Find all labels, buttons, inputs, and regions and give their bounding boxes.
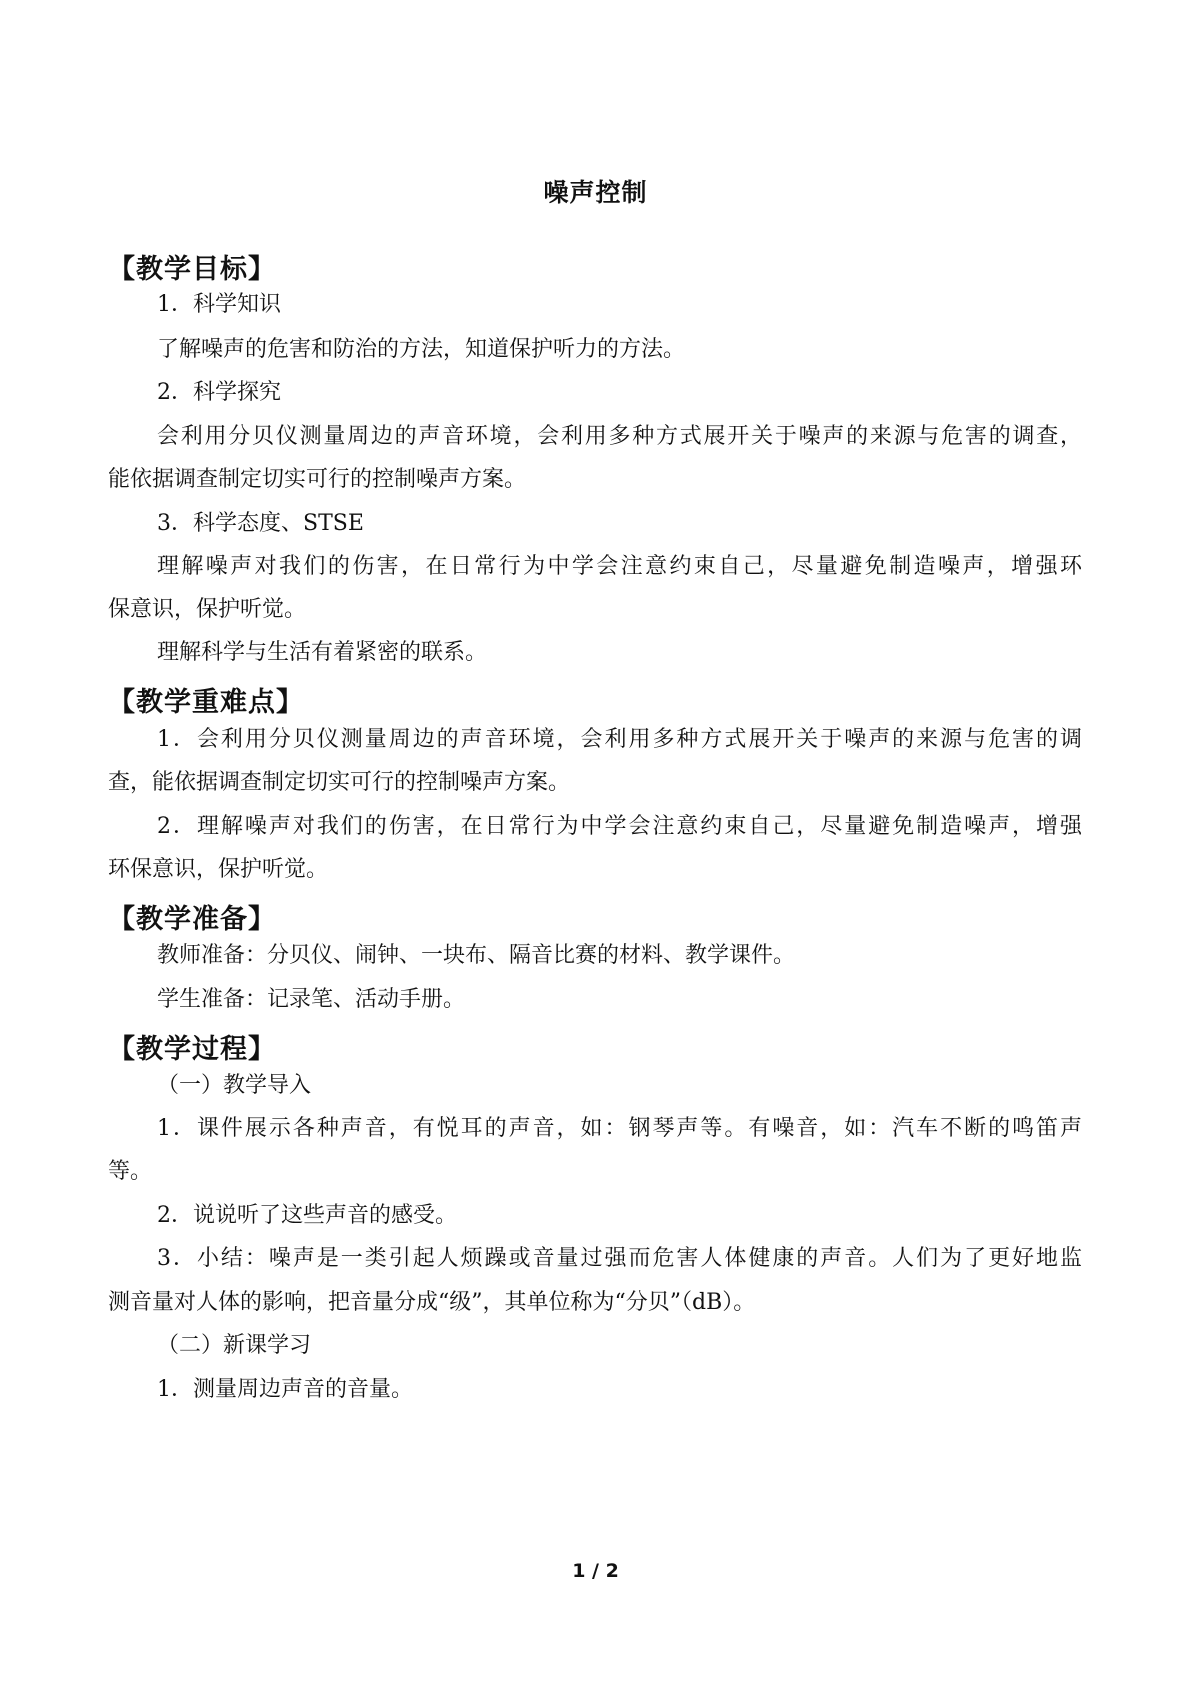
inquiry-text-line-1: 会利用分贝仪测量周边的声音环境，会利用多种方式展开关于噪声的来源与危害的调查，	[157, 424, 1082, 449]
attitude-text-line-2: 保意识，保护听觉。	[108, 597, 307, 622]
teacher-preparation: 教师准备：分贝仪、闹钟、一块布、隔音比赛的材料、教学课件。	[157, 943, 796, 968]
key-point-1-line-2: 查，能依据调查制定切实可行的控制噪声方案。	[108, 770, 571, 795]
key-point-2-line-2: 环保意识，保护听觉。	[108, 857, 329, 882]
intro-step-3-line-1: 3．小结：噪声是一类引起人烦躁或音量过强而危害人体健康的声音。人们为了更好地监	[157, 1246, 1082, 1271]
student-preparation: 学生准备：记录笔、活动手册。	[157, 987, 466, 1012]
attitude-label: 3．科学态度、STSE	[157, 511, 364, 536]
section-intro-label: （一）教学导入	[157, 1073, 312, 1098]
key-point-1-line-1: 1．会利用分贝仪测量周边的声音环境，会利用多种方式展开关于噪声的来源与危害的调	[157, 727, 1082, 752]
heading-key-points: 【教学重难点】	[108, 687, 304, 718]
intro-step-1-line-2: 等。	[108, 1159, 153, 1184]
section-new-lesson-label: （二）新课学习	[157, 1333, 312, 1358]
key-point-2-line-1: 2．理解噪声对我们的伤害，在日常行为中学会注意约束自己，尽量避免制造噪声，增强	[157, 814, 1082, 839]
inquiry-label: 2．科学探究	[157, 380, 281, 405]
intro-step-3-line-2: 测音量对人体的影响，把音量分成“级”，其单位称为“分贝”（dB）。	[108, 1290, 756, 1315]
attitude-text-line-1: 理解噪声对我们的伤害，在日常行为中学会注意约束自己，尽量避免制造噪声，增强环	[157, 554, 1082, 579]
knowledge-label: 1．科学知识	[157, 292, 281, 317]
heading-objectives: 【教学目标】	[108, 254, 276, 285]
heading-process: 【教学过程】	[108, 1034, 276, 1065]
intro-step-1-line-1: 1．课件展示各种声音，有悦耳的声音，如：钢琴声等。有噪音，如：汽车不断的鸣笛声	[157, 1116, 1082, 1141]
new-lesson-step-1: 1．测量周边声音的音量。	[157, 1377, 413, 1402]
intro-step-2: 2．说说听了这些声音的感受。	[157, 1203, 457, 1228]
document-title: 噪声控制	[543, 178, 648, 207]
attitude-text-line-3: 理解科学与生活有着紧密的联系。	[157, 640, 488, 665]
inquiry-text-line-2: 能依据调查制定切实可行的控制噪声方案。	[108, 467, 527, 492]
page-number: 1 / 2	[572, 1560, 619, 1582]
knowledge-text: 了解噪声的危害和防治的方法，知道保护听力的方法。	[157, 337, 686, 362]
heading-preparation: 【教学准备】	[108, 904, 276, 935]
